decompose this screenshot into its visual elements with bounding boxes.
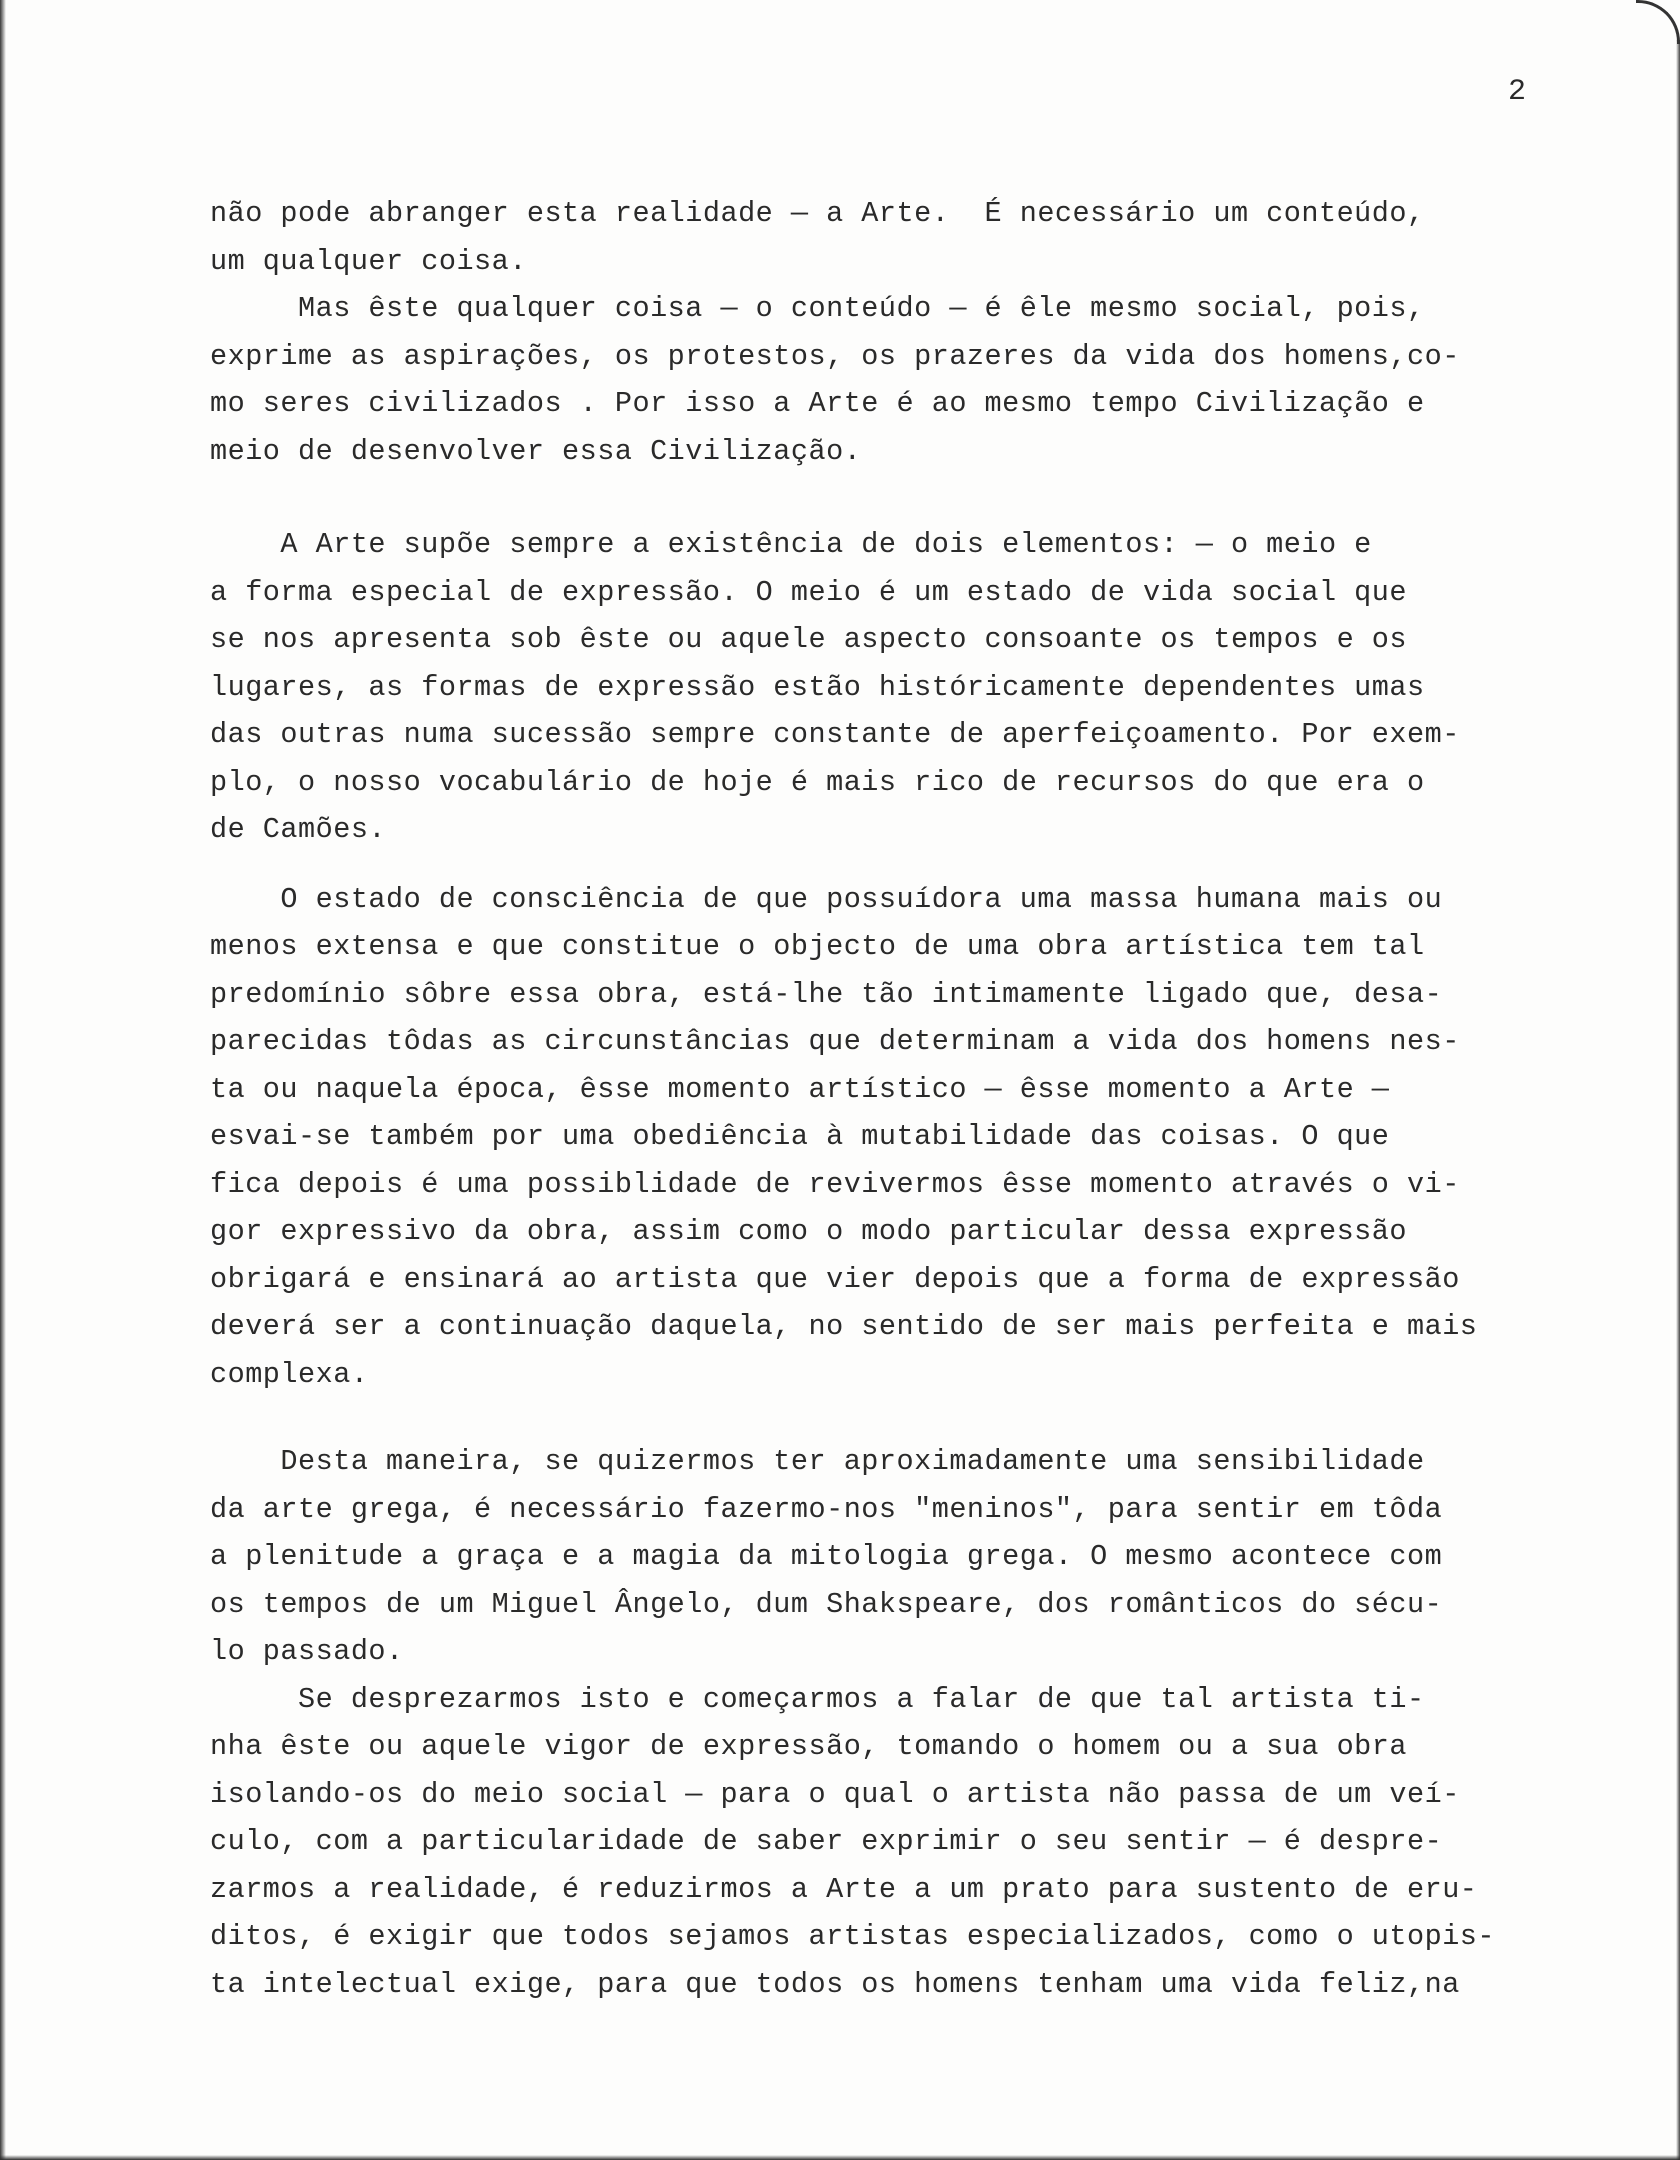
- scan-edge-bottom: [0, 2155, 1680, 2160]
- text-line: predomínio sôbre essa obra, está-lhe tão intimamente ligado que, desa-: [210, 977, 1443, 1011]
- text-line: deverá ser a continuação daquela, no sentido de ser mais perfeita e mais: [210, 1310, 1478, 1343]
- text-line: lo passado.: [210, 1635, 404, 1668]
- text-line: ta intelectual exige, para que todos os homens tenham uma vida feliz,na: [210, 1967, 1460, 2001]
- text-line: obrigará e ensinará ao artista que vier depois que a forma de expressão: [210, 1262, 1460, 1296]
- text-line: da arte grega, é necessário fazermo-nos "meninos", para sentir em tôda: [210, 1492, 1443, 1526]
- text-line: mo seres civilizados . Por isso a Arte é ao mesmo tempo Civilização e: [210, 387, 1425, 420]
- text-line: Mas êste qualquer coisa — o conteúdo — é êle mesmo social, pois,: [210, 292, 1425, 325]
- text-line: complexa.: [210, 1357, 369, 1391]
- scan-edge-left: [0, 0, 6, 2160]
- text-line: a plenitude a graça e a magia da mitologia grega. O mesmo acontece com: [210, 1540, 1443, 1573]
- text-line: menos extensa e que constitue o objecto de uma obra artística tem tal: [210, 930, 1425, 963]
- body-text: [210, 190, 1650, 2008]
- paragraph: [210, 876, 1650, 1399]
- text-line: se nos apresenta sob êste ou aquele aspecto consoante os tempos e os: [210, 623, 1407, 656]
- text-line: isolando-os do meio social — para o qual o artista não passa de um veí-: [210, 1777, 1460, 1811]
- text-line: Desta maneira, se quizermos ter aproximadamente uma sensibilidade: [210, 1445, 1425, 1478]
- text-line: nha êste ou aquele vigor de expressão, tomando o homem ou a sua obra: [210, 1730, 1407, 1763]
- text-line: zarmos a realidade, é reduzirmos a Arte a um prato para sustento de eru-: [210, 1872, 1478, 1906]
- text-line: fica depois é uma possiblidade de revivermos êsse momento através o vi-: [210, 1167, 1460, 1201]
- text-line: culo, com a particularidade de saber exprimir o seu sentir — é despre-: [210, 1825, 1443, 1858]
- text-line: ditos, é exigir que todos sejamos artistas especializados, como o utopis-: [210, 1920, 1496, 1953]
- text-line: lugares, as formas de expressão estão históricamente dependentes umas: [210, 670, 1425, 704]
- paragraph: [210, 285, 1650, 475]
- text-line: das outras numa sucessão sempre constante de aperfeiçoamento. Por exem-: [210, 718, 1460, 751]
- paragraph: [210, 521, 1650, 854]
- text-line: a forma especial de expressão. O meio é um estado de vida social que: [210, 575, 1407, 609]
- text-line: parecidas tôdas as circunstâncias que determinam a vida dos homens nes-: [210, 1025, 1460, 1058]
- text-line: os tempos de um Miguel Ângelo, dum Shakspeare, dos românticos do sécu-: [210, 1587, 1443, 1621]
- text-line: Se desprezarmos isto e começarmos a falar de que tal artista ti-: [210, 1682, 1425, 1716]
- text-line: A Arte supõe sempre a existência de dois elementos: — o meio e: [210, 528, 1372, 561]
- text-line: gor expressivo da obra, assim como o modo particular dessa expressão: [210, 1215, 1407, 1248]
- text-line: não pode abranger esta realidade — a Arte. É necessário um conteúdo,: [210, 197, 1425, 230]
- text-line: meio de desenvolver essa Civilização.: [210, 434, 862, 468]
- page-number: 2: [1508, 75, 1527, 109]
- paragraph: [210, 1438, 1650, 1676]
- scan-edge-right: [1676, 40, 1680, 2160]
- text-line: plo, o nosso vocabulário de hoje é mais rico de recursos do que era o: [210, 765, 1425, 799]
- page-corner-fold: [1636, 0, 1680, 44]
- text-line: esvai-se também por uma obediência à mutabilidade das coisas. O que: [210, 1120, 1390, 1153]
- paragraph: [210, 1676, 1650, 2009]
- text-line: um qualquer coisa.: [210, 244, 527, 278]
- text-line: de Camões.: [210, 813, 387, 846]
- text-line: ta ou naquela época, êsse momento artístico — êsse momento a Arte —: [210, 1072, 1390, 1106]
- paragraph: [210, 190, 1650, 285]
- paragraph-gap: [210, 1398, 1650, 1438]
- paragraph-gap: [210, 475, 1650, 521]
- paragraph-gap: [210, 854, 1650, 876]
- text-line: O estado de consciência de que possuídora uma massa humana mais ou: [210, 882, 1443, 916]
- text-line: exprime as aspirações, os protestos, os prazeres da vida dos homens,co-: [210, 339, 1460, 373]
